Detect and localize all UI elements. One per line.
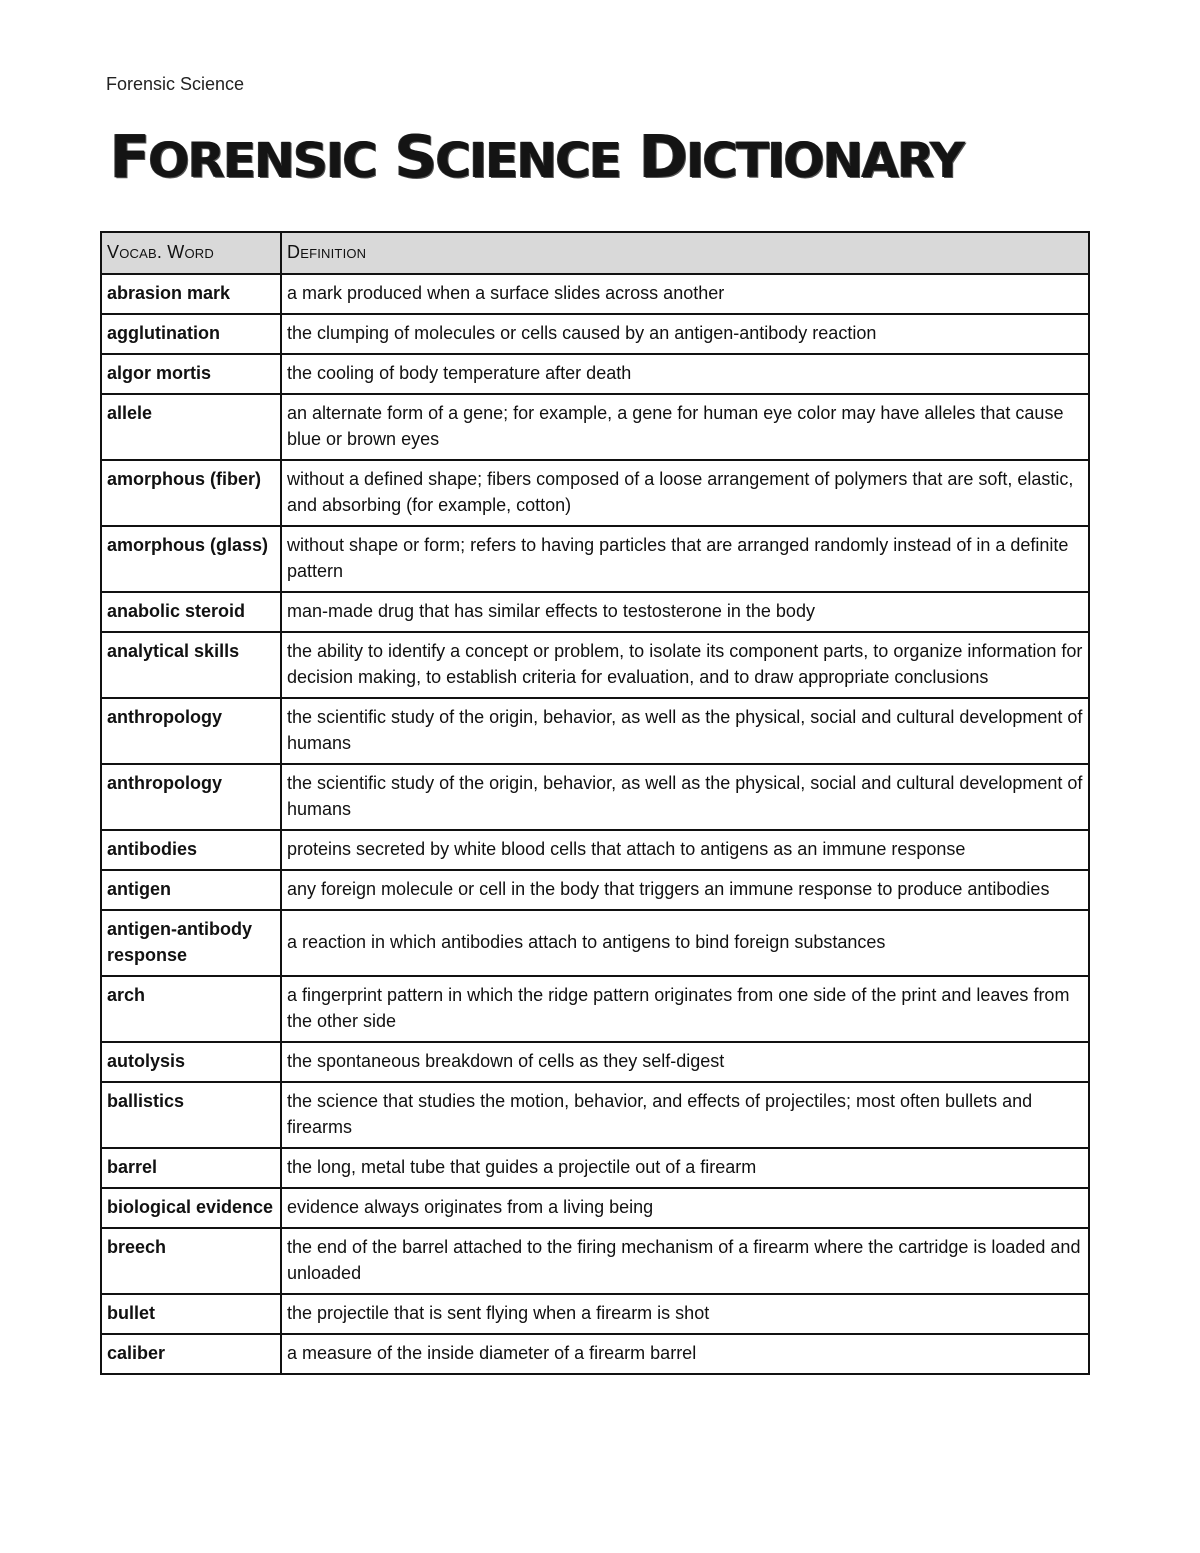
table-row (101, 1294, 1089, 1334)
vocab-word: anthropology (101, 698, 281, 764)
vocabulary-table (100, 231, 1090, 1375)
vocab-word: ballistics (101, 1082, 281, 1148)
vocab-definition: a measure of the inside diameter of a firearm barrel (281, 1334, 1089, 1374)
vocab-word: antigen-antibody response (101, 910, 281, 976)
vocab-word: anthropology (101, 764, 281, 830)
vocab-word: amorphous (fiber) (101, 460, 281, 526)
table-row (101, 830, 1089, 870)
vocab-word: anabolic steroid (101, 592, 281, 632)
table-row (101, 526, 1089, 592)
vocab-word: caliber (101, 1334, 281, 1374)
table-header-row (101, 232, 1089, 274)
vocab-definition: a mark produced when a surface slides across another (281, 274, 1089, 314)
vocab-word: autolysis (101, 1042, 281, 1082)
vocab-definition: the spontaneous breakdown of cells as they self-digest (281, 1042, 1089, 1082)
table-row (101, 592, 1089, 632)
table-row (101, 910, 1089, 976)
vocab-definition: the cooling of body temperature after death (281, 354, 1089, 394)
table-row (101, 632, 1089, 698)
vocab-word: abrasion mark (101, 274, 281, 314)
vocab-definition: the end of the barrel attached to the firing mechanism of a firearm where the cartridge is loaded and unloaded (281, 1228, 1089, 1294)
table-row (101, 764, 1089, 830)
table-row (101, 1334, 1089, 1374)
table-row (101, 1148, 1089, 1188)
table-row (101, 354, 1089, 394)
vocab-definition: man-made drug that has similar effects to testosterone in the body (281, 592, 1089, 632)
running-header: Forensic Science (106, 74, 245, 94)
vocab-word: agglutination (101, 314, 281, 354)
vocab-definition: without shape or form; refers to having particles that are arranged randomly instead of in a definite pattern (281, 526, 1089, 592)
vocab-word: algor mortis (101, 354, 281, 394)
vocab-word: biological evidence (101, 1188, 281, 1228)
vocab-definition: the science that studies the motion, behavior, and effects of projectiles; most often bullets and firearms (281, 1082, 1089, 1148)
vocab-word: amorphous (glass) (101, 526, 281, 592)
title-word-dictionary: DICTIONARY (639, 122, 964, 191)
vocab-definition: the scientific study of the origin, behavior, as well as the physical, social and cultural development of humans (281, 764, 1089, 830)
vocab-word: arch (101, 976, 281, 1042)
vocab-definition: the scientific study of the origin, behavior, as well as the physical, social and cultural development of humans (281, 698, 1089, 764)
table-row (101, 460, 1089, 526)
vocab-definition: a fingerprint pattern in which the ridge pattern originates from one side of the print and leaves from the other side (281, 976, 1089, 1042)
title-word-science: SCIENCE (394, 122, 621, 191)
table-row (101, 698, 1089, 764)
title-word-forensic: FORENSIC (110, 122, 377, 191)
vocab-word: allele (101, 394, 281, 460)
vocab-definition: an alternate form of a gene; for example, a gene for human eye color may have alleles that cause blue or brown eyes (281, 394, 1089, 460)
table-row (101, 1082, 1089, 1148)
table-row (101, 1188, 1089, 1228)
vocab-definition: the clumping of molecules or cells caused by an antigen-antibody reaction (281, 314, 1089, 354)
table-row (101, 314, 1089, 354)
vocab-word: antigen (101, 870, 281, 910)
vocab-definition: the projectile that is sent flying when a firearm is shot (281, 1294, 1089, 1334)
vocab-word: bullet (101, 1294, 281, 1334)
vocab-word: breech (101, 1228, 281, 1294)
vocab-definition: any foreign molecule or cell in the body that triggers an immune response to produce antibodies (281, 870, 1089, 910)
vocab-definition: without a defined shape; fibers composed of a loose arrangement of polymers that are soft, elastic, and absorbing (for example, cotton) (281, 460, 1089, 526)
vocab-definition: evidence always originates from a living being (281, 1188, 1089, 1228)
column-header-definition: Definition (281, 232, 1089, 274)
table-row (101, 1042, 1089, 1082)
document-title (110, 112, 1105, 202)
vocab-word: analytical skills (101, 632, 281, 698)
vocab-definition: the ability to identify a concept or problem, to isolate its component parts, to organize information for decision making, to establish criteria for evaluation, and to draw appropriate conclusions (281, 632, 1089, 698)
vocab-word: barrel (101, 1148, 281, 1188)
table-row (101, 1228, 1089, 1294)
table-row (101, 394, 1089, 460)
table-row (101, 274, 1089, 314)
table-row (101, 976, 1089, 1042)
vocab-definition: a reaction in which antibodies attach to antigens to bind foreign substances (281, 910, 1089, 976)
vocab-definition: proteins secreted by white blood cells that attach to antigens as an immune response (281, 830, 1089, 870)
table-row (101, 870, 1089, 910)
vocab-word: antibodies (101, 830, 281, 870)
vocab-definition: the long, metal tube that guides a projectile out of a firearm (281, 1148, 1089, 1188)
column-header-word: Vocab. Word (101, 232, 281, 274)
